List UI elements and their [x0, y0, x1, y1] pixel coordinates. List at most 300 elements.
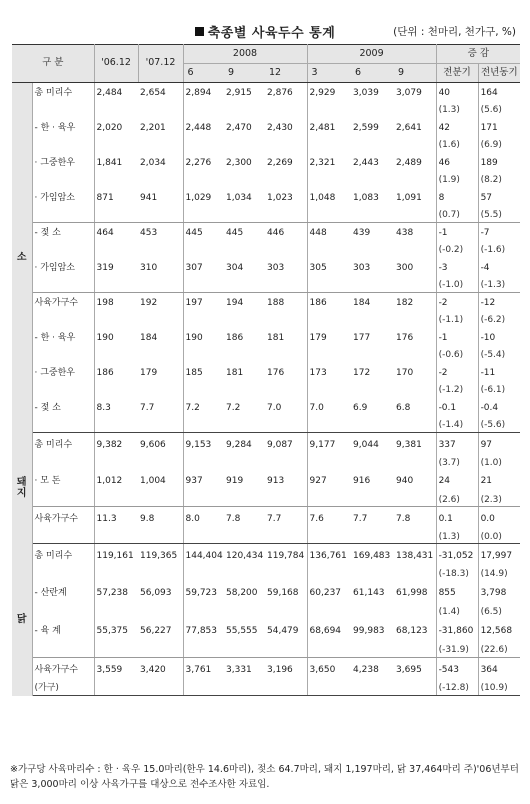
header-2009-m1: 3 [307, 64, 351, 83]
table-row [12, 328, 520, 349]
cell-value: 2,484 [96, 88, 123, 99]
change-prev-year-pct: (-1.3) [478, 279, 520, 293]
change-prev-quarter: 42 [436, 118, 478, 139]
cell-value: 9,087 [265, 433, 307, 457]
change-prev-quarter: 46 [436, 153, 478, 174]
cell-value: 2,876 [265, 83, 307, 104]
row-label-sub [32, 494, 94, 507]
table-subrow [12, 606, 520, 620]
cell-value: 3,761 [185, 664, 212, 675]
cell-value: 190 [185, 332, 203, 343]
cell-value: 1,083 [353, 192, 379, 203]
cell-value: 7.2 [185, 402, 200, 413]
cell-value: 2,915 [226, 88, 252, 99]
cell-value: 181 [226, 367, 244, 378]
empty-cell [307, 419, 351, 433]
row-label: - 한 · 육우 [32, 118, 94, 139]
change-prev-year: 12,568 [480, 626, 513, 637]
empty-cell [94, 457, 138, 470]
empty-cell [307, 384, 351, 398]
cell-value: 304 [226, 262, 244, 273]
cell-value: 913 [265, 470, 307, 494]
empty-cell [351, 349, 394, 363]
header-2009-m3: 9 [394, 64, 436, 83]
row-label-sub [32, 279, 94, 293]
empty-cell [351, 174, 394, 188]
cell-value: 9,382 [96, 439, 123, 450]
empty-cell [265, 244, 307, 258]
change-prev-year-pct: (-6.1) [480, 385, 506, 396]
change-prev-year-pct: (0.0) [478, 531, 520, 544]
empty-cell [265, 104, 307, 118]
footnote: ※가구당 사육마리수 : 한 · 육우 15.0마리(한우 14.6마리), 젖소 64.7마리, 돼지 1,197마리, 닭 37,464마리 주)'06년부터 닭은 3,000마리 이상 사육가구를 대상으로 전수조사한 자료임. [10, 764, 519, 790]
empty-cell [351, 104, 394, 118]
empty-cell [307, 494, 351, 507]
cell-value: 56,227 [138, 620, 183, 644]
cell-value: 439 [353, 228, 371, 239]
empty-cell [183, 209, 224, 223]
cell-value: 927 [309, 476, 327, 487]
table-row [12, 258, 520, 279]
table-row [12, 363, 520, 384]
change-prev-quarter: -0.1 [436, 398, 478, 419]
change-prev-quarter-pct: (-1.0) [436, 279, 478, 293]
empty-cell [138, 209, 183, 223]
change-prev-year: -10 [480, 332, 496, 343]
change-prev-quarter-pct: (-0.2) [436, 244, 478, 258]
change-prev-quarter-pct: (-1.4) [436, 419, 478, 433]
empty-cell [94, 644, 138, 658]
cell-value: 7.8 [394, 507, 436, 531]
row-label-sub [32, 314, 94, 328]
cell-value: 446 [265, 223, 307, 244]
cell-value: 68,123 [394, 620, 436, 644]
cell-value: 919 [226, 476, 244, 487]
header-2009-m2: 6 [351, 64, 394, 83]
cell-value: 310 [138, 258, 183, 279]
header-prev-quarter: 전분기 [436, 64, 478, 83]
empty-cell [307, 104, 351, 118]
change-prev-year: 57 [480, 192, 493, 203]
row-label-sub [32, 384, 94, 398]
empty-cell [394, 494, 436, 507]
change-prev-year-pct: (6.9) [480, 140, 502, 151]
change-prev-year-pct: (-5.6) [478, 419, 520, 433]
table-subrow [12, 279, 520, 293]
change-prev-quarter: 24 [436, 470, 478, 494]
cell-value: 303 [265, 258, 307, 279]
cell-value: 916 [353, 476, 371, 487]
empty-cell [224, 279, 265, 293]
cell-value: 198 [96, 298, 114, 309]
empty-cell [265, 419, 307, 433]
table-subrow [12, 419, 520, 433]
cell-value: 61,998 [394, 582, 436, 606]
empty-cell [138, 606, 183, 620]
row-label: · 모 돈 [32, 470, 94, 494]
empty-cell [94, 531, 138, 544]
row-label: 총 미리수 [32, 433, 94, 457]
row-label: 사육가구수 [32, 293, 94, 314]
change-prev-quarter-pct: (-18.3) [436, 568, 478, 582]
table-row [12, 433, 520, 457]
table-row [12, 118, 520, 139]
cell-value: 4,238 [353, 664, 379, 675]
empty-cell [183, 174, 224, 188]
change-prev-quarter: 40 [436, 83, 478, 104]
change-prev-year-pct: (-5.4) [480, 350, 506, 361]
cell-value: 464 [96, 228, 114, 239]
change-prev-year-pct: (8.2) [480, 175, 502, 186]
empty-cell [94, 606, 138, 620]
cell-value: 169,483 [353, 550, 391, 561]
table-row [12, 398, 520, 419]
cell-value: 453 [138, 223, 183, 244]
change-prev-quarter: -3 [436, 258, 478, 279]
change-prev-quarter: 337 [436, 433, 478, 457]
cell-value: 186 [309, 298, 327, 309]
row-label: - 한 · 육우 [32, 328, 94, 349]
cell-value: 186 [96, 367, 114, 378]
change-prev-year-pct: (1.0) [480, 457, 502, 468]
table-row [12, 293, 520, 314]
empty-cell [351, 682, 394, 696]
empty-cell [183, 314, 224, 328]
cell-value: 2,599 [353, 122, 379, 133]
cell-value: 7.7 [138, 398, 183, 419]
row-label: 사육가구수 [32, 658, 94, 682]
cell-value: 173 [309, 367, 327, 378]
change-prev-quarter-pct: (-12.8) [436, 682, 478, 696]
cell-value: 68,694 [309, 626, 342, 637]
empty-cell [138, 314, 183, 328]
empty-cell [265, 279, 307, 293]
change-prev-year-pct: (5.5) [478, 209, 520, 223]
cell-value: 2,201 [138, 118, 183, 139]
row-label-sub [32, 606, 94, 620]
empty-cell [183, 494, 224, 507]
empty-cell [224, 606, 265, 620]
cell-value: 9,177 [309, 439, 336, 450]
empty-cell [351, 457, 394, 470]
empty-cell [265, 531, 307, 544]
empty-cell [394, 244, 436, 258]
empty-cell [351, 384, 394, 398]
cell-value: 941 [138, 188, 183, 209]
cell-value: 120,434 [226, 550, 264, 561]
row-label: 사육가구수 [32, 507, 94, 531]
change-prev-quarter: -31,052 [436, 544, 478, 568]
cell-value: 2,654 [138, 83, 183, 104]
empty-cell [183, 104, 224, 118]
empty-cell [224, 139, 265, 153]
empty-cell [265, 174, 307, 188]
empty-cell [351, 139, 394, 153]
empty-cell [394, 457, 436, 470]
empty-cell [224, 349, 265, 363]
cell-value: 2,020 [96, 122, 123, 133]
change-prev-year-pct: (2.3) [478, 494, 520, 507]
row-label-sub [32, 419, 94, 433]
change-prev-year: 364 [480, 664, 498, 675]
empty-cell [307, 244, 351, 258]
table-subrow [12, 174, 520, 188]
cell-value: 3,331 [226, 664, 252, 675]
empty-cell [265, 494, 307, 507]
cell-value: 3,420 [138, 658, 183, 682]
cell-value: 1,023 [265, 188, 307, 209]
row-label: · 그중한우 [32, 363, 94, 384]
empty-cell [265, 682, 307, 696]
empty-cell [138, 457, 183, 470]
empty-cell [138, 568, 183, 582]
cell-value: 172 [353, 367, 371, 378]
table-subrow [12, 349, 520, 363]
empty-cell [94, 349, 138, 363]
empty-cell [94, 419, 138, 433]
cell-value: 57,238 [96, 588, 128, 599]
change-prev-quarter-pct: (3.7) [436, 457, 478, 470]
empty-cell [351, 606, 394, 620]
row-label-sub [32, 139, 94, 153]
cell-value: 3,039 [353, 88, 379, 99]
cell-value: 307 [185, 262, 203, 273]
header-gubun: 구 분 [12, 45, 94, 83]
change-prev-year: 3,798 [480, 588, 507, 599]
empty-cell [351, 494, 394, 507]
row-label-sub [32, 244, 94, 258]
empty-cell [138, 279, 183, 293]
empty-cell [183, 139, 224, 153]
change-prev-quarter-pct: (1.9) [436, 174, 478, 188]
empty-cell [138, 174, 183, 188]
cell-value: 319 [96, 262, 114, 273]
empty-cell [394, 682, 436, 696]
table-subrow [12, 314, 520, 328]
empty-cell [138, 139, 183, 153]
change-prev-year: -4 [480, 262, 490, 273]
empty-cell [307, 457, 351, 470]
category-cattle: 소 [12, 83, 32, 433]
header-2009: 2009 [307, 45, 436, 64]
cell-value: 2,470 [226, 122, 252, 133]
empty-cell [265, 457, 307, 470]
cell-value: 300 [394, 258, 436, 279]
cell-value: 2,929 [309, 88, 336, 99]
cell-value: 179 [138, 363, 183, 384]
cell-value: 2,641 [394, 118, 436, 139]
empty-cell [94, 139, 138, 153]
cell-value: 2,481 [309, 122, 336, 133]
change-prev-year-pct: (14.9) [480, 569, 508, 580]
table-row [12, 223, 520, 244]
table-subrow [12, 682, 520, 696]
cell-value: 3,196 [265, 658, 307, 682]
empty-cell [183, 606, 224, 620]
table-subrow [12, 457, 520, 470]
table-row [12, 188, 520, 209]
empty-cell [138, 682, 183, 696]
row-label-sub [32, 457, 94, 470]
table-subrow [12, 644, 520, 658]
table-subrow [12, 531, 520, 544]
empty-cell [224, 568, 265, 582]
header-2008-m1: 6 [183, 64, 224, 83]
header-2008: 2008 [183, 45, 307, 64]
change-prev-year: 189 [480, 157, 498, 168]
empty-cell [94, 244, 138, 258]
cell-value: 119,784 [265, 544, 307, 568]
change-prev-year-pct: (10.9) [478, 682, 520, 696]
cell-value: 2,034 [138, 153, 183, 174]
change-prev-year: 0.0 [480, 513, 495, 524]
header-2006: '06.12 [94, 45, 138, 83]
empty-cell [351, 244, 394, 258]
empty-cell [394, 174, 436, 188]
cell-value: 119,161 [96, 550, 134, 561]
cell-value: 445 [185, 228, 203, 239]
empty-cell [224, 457, 265, 470]
cell-value: 197 [185, 298, 203, 309]
row-label-sub [32, 349, 94, 363]
cell-value: 9,044 [353, 439, 379, 450]
cell-value: 7.6 [309, 513, 324, 524]
cell-value: 1,048 [309, 192, 336, 203]
table-body [12, 83, 520, 696]
empty-cell [183, 682, 224, 696]
cell-value: 60,237 [309, 588, 342, 599]
header-change: 증 감 [436, 45, 520, 64]
empty-cell [394, 568, 436, 582]
empty-cell [94, 384, 138, 398]
cell-value: 305 [309, 262, 327, 273]
cell-value: 59,723 [185, 588, 217, 599]
header-2008-m2: 9 [224, 64, 265, 83]
empty-cell [265, 568, 307, 582]
cell-value: 2,269 [265, 153, 307, 174]
cell-value: 181 [265, 328, 307, 349]
empty-cell [394, 384, 436, 398]
change-prev-quarter: 8 [436, 188, 478, 209]
cell-value: 144,404 [185, 550, 223, 561]
table-row [12, 620, 520, 644]
cell-value: 138,431 [394, 544, 436, 568]
cell-value: 2,276 [185, 157, 212, 168]
empty-cell [138, 644, 183, 658]
change-prev-quarter-pct: (2.6) [436, 494, 478, 507]
cell-value: 61,143 [353, 588, 385, 599]
empty-cell [351, 531, 394, 544]
cell-value: 303 [353, 262, 371, 273]
table-subrow [12, 568, 520, 582]
change-prev-quarter: -31,860 [436, 620, 478, 644]
cell-value: 182 [394, 293, 436, 314]
cell-value: 170 [394, 363, 436, 384]
empty-cell [224, 384, 265, 398]
empty-cell [394, 314, 436, 328]
cell-value: 184 [353, 298, 371, 309]
empty-cell [224, 494, 265, 507]
empty-cell [265, 139, 307, 153]
empty-cell [183, 349, 224, 363]
empty-cell [265, 644, 307, 658]
cell-value: 3,559 [96, 664, 123, 675]
empty-cell [307, 644, 351, 658]
cell-value: 119,365 [138, 544, 183, 568]
change-prev-year: 97 [480, 439, 493, 450]
title-text: 축종별 사육두수 통계 [207, 26, 336, 41]
cell-value: 185 [185, 367, 203, 378]
cell-value: 192 [138, 293, 183, 314]
empty-cell [183, 419, 224, 433]
cell-value: 56,093 [138, 582, 183, 606]
empty-cell [138, 531, 183, 544]
empty-cell [307, 279, 351, 293]
empty-cell [307, 314, 351, 328]
empty-cell [183, 531, 224, 544]
empty-cell [307, 682, 351, 696]
empty-cell [307, 349, 351, 363]
category-chicken: 닭 [12, 544, 32, 696]
cell-value: 1,004 [138, 470, 183, 494]
cell-value: 438 [394, 223, 436, 244]
row-label-sub [32, 568, 94, 582]
cell-value: 55,375 [96, 626, 128, 637]
row-label-sub [32, 531, 94, 544]
cell-value: 445 [226, 228, 244, 239]
empty-cell [224, 244, 265, 258]
empty-cell [224, 174, 265, 188]
empty-cell [351, 209, 394, 223]
empty-cell [94, 104, 138, 118]
empty-cell [351, 644, 394, 658]
cell-value: 1,029 [185, 192, 212, 203]
cell-value: 2,300 [226, 157, 252, 168]
row-label: - 육 계 [32, 620, 94, 644]
header-2007: '07.12 [138, 45, 183, 83]
cell-value: 176 [265, 363, 307, 384]
empty-cell [224, 419, 265, 433]
change-prev-year: 164 [480, 88, 498, 99]
cell-value: 6.9 [353, 402, 368, 413]
empty-cell [94, 568, 138, 582]
empty-cell [94, 314, 138, 328]
cell-value: 9,381 [394, 433, 436, 457]
empty-cell [183, 384, 224, 398]
empty-cell [183, 457, 224, 470]
cell-value: 58,200 [226, 588, 258, 599]
row-label: 총 미리수 [32, 544, 94, 568]
row-label: 총 미리수 [32, 83, 94, 104]
empty-cell [265, 209, 307, 223]
cell-value: 54,479 [265, 620, 307, 644]
cell-value: 6.8 [394, 398, 436, 419]
empty-cell [224, 682, 265, 696]
cell-value: 77,853 [185, 626, 217, 637]
cell-value: 1,841 [96, 157, 123, 168]
change-prev-year: 171 [480, 122, 498, 133]
row-label-sub [32, 644, 94, 658]
empty-cell [351, 419, 394, 433]
empty-cell [394, 531, 436, 544]
empty-cell [394, 606, 436, 620]
empty-cell [351, 568, 394, 582]
empty-cell [351, 314, 394, 328]
header-prev-year: 전년동기 [478, 64, 520, 83]
row-label: · 가임암소 [32, 258, 94, 279]
cell-value: 177 [353, 332, 371, 343]
cell-value: 179 [309, 332, 327, 343]
